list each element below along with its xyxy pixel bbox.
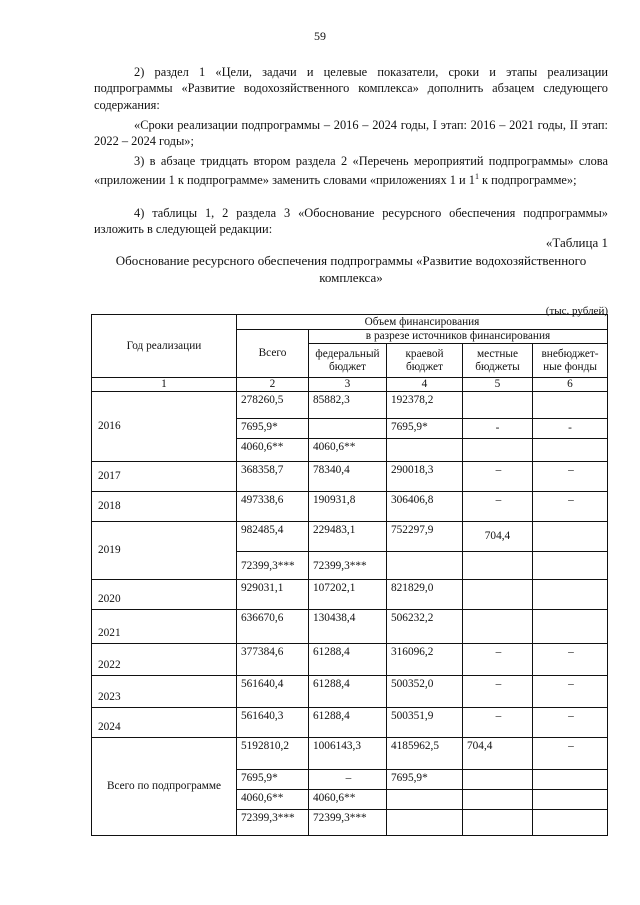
year-cell: 2018 (92, 492, 237, 522)
col-num-4: 4 (387, 378, 463, 392)
regional-cell: 752297,9 (387, 522, 463, 552)
total-cell: 7695,9* (237, 770, 309, 790)
federal-cell: 4060,6** (309, 790, 387, 810)
paragraph-3-text: 3) в абзаце тридцать втором раздела 2 «Перечень мероприятий подпрограммы» слова «приложении 1 к подпрограмме» заменить словами «приложениях 1 и 1 (94, 154, 608, 188)
year-cell: 2020 (92, 580, 237, 610)
off-cell: - (533, 419, 608, 439)
local-cell (463, 580, 533, 610)
header-by-source: в разрезе источников финансирования (309, 330, 608, 344)
off-cell (533, 439, 608, 462)
year-cell: 2023 (92, 676, 237, 708)
total-cell: 561640,4 (237, 676, 309, 708)
table-title: Обоснование ресурсного обеспечения подпрограммы «Развитие водохозяйственного комплекса» (115, 253, 587, 285)
local-cell (463, 392, 533, 419)
off-cell: – (533, 644, 608, 676)
local-cell: – (463, 644, 533, 676)
local-cell: 704,4 (463, 738, 533, 770)
total-cell: 72399,3*** (237, 810, 309, 836)
table-row (92, 676, 608, 708)
paragraph-3-sup: 1 (474, 172, 479, 182)
regional-cell: 7695,9* (387, 419, 463, 439)
table-row (92, 738, 608, 770)
total-cell: 7695,9* (237, 419, 309, 439)
paragraph-3-tail: к подпрограмме»; (478, 173, 577, 188)
financing-table (91, 314, 608, 836)
paragraph-4: 4) таблицы 1, 2 раздела 3 «Обоснование ресурсного обеспечения подпрограммы» изложить в следующей редакции: (94, 206, 608, 237)
year-cell: 2021 (92, 610, 237, 644)
regional-cell: 506232,2 (387, 610, 463, 644)
table-row (92, 580, 608, 610)
regional-cell (387, 552, 463, 580)
local-cell (463, 552, 533, 580)
federal-cell (309, 419, 387, 439)
year-cell: 2016 (92, 392, 237, 462)
total-cell: 368358,7 (237, 462, 309, 492)
off-cell: – (533, 676, 608, 708)
local-cell (463, 770, 533, 790)
regional-cell: 4185962,5 (387, 738, 463, 770)
federal-cell: 1006143,3 (309, 738, 387, 770)
local-cell: 704,4 (463, 522, 533, 552)
total-cell: 72399,3*** (237, 552, 309, 580)
year-cell: 2019 (92, 522, 237, 580)
total-cell: 4060,6** (237, 439, 309, 462)
off-cell: – (533, 492, 608, 522)
regional-cell (387, 790, 463, 810)
total-cell: 278260,5 (237, 392, 309, 419)
off-cell: – (533, 738, 608, 770)
federal-cell: 61288,4 (309, 676, 387, 708)
local-cell: – (463, 462, 533, 492)
year-cell: 2022 (92, 644, 237, 676)
col-num-3: 3 (309, 378, 387, 392)
local-cell (463, 810, 533, 836)
regional-cell: 290018,3 (387, 462, 463, 492)
federal-cell: 78340,4 (309, 462, 387, 492)
col-num-1: 1 (92, 378, 237, 392)
federal-cell: 229483,1 (309, 522, 387, 552)
regional-cell (387, 810, 463, 836)
off-cell (533, 392, 608, 419)
off-cell: – (533, 462, 608, 492)
total-cell: 636670,6 (237, 610, 309, 644)
federal-cell: 130438,4 (309, 610, 387, 644)
federal-cell: 190931,8 (309, 492, 387, 522)
col-num-2: 2 (237, 378, 309, 392)
off-cell (533, 810, 608, 836)
federal-cell: 107202,1 (309, 580, 387, 610)
header-year: Год реализации (92, 315, 237, 378)
units-label: (тыс. рублей) (545, 305, 608, 317)
total-cell: 561640,3 (237, 708, 309, 738)
year-cell: Всего по подпрограмме (92, 738, 237, 836)
table-row (92, 462, 608, 492)
local-cell (463, 439, 533, 462)
col-num-5: 5 (463, 378, 533, 392)
col-num-6: 6 (533, 378, 608, 392)
local-cell: – (463, 676, 533, 708)
regional-cell: 192378,2 (387, 392, 463, 419)
federal-cell: – (309, 770, 387, 790)
federal-cell: 72399,3*** (309, 810, 387, 836)
local-cell: – (463, 708, 533, 738)
total-cell: 982485,4 (237, 522, 309, 552)
off-cell (533, 610, 608, 644)
page-number: 59 (314, 29, 326, 43)
paragraph-1: 2) раздел 1 «Цели, задачи и целевые показатели, сроки и этапы реализации подпрограммы «Развитие водохозяйственного комплекса» дополнить абзацем следующего содержания: (94, 65, 608, 112)
off-cell (533, 552, 608, 580)
off-cell (533, 790, 608, 810)
regional-cell: 7695,9* (387, 770, 463, 790)
local-cell: – (463, 492, 533, 522)
federal-cell: 85882,3 (309, 392, 387, 419)
off-cell: – (533, 708, 608, 738)
regional-cell: 316096,2 (387, 644, 463, 676)
header-regional: краевой бюджет (387, 344, 463, 378)
total-cell: 377384,6 (237, 644, 309, 676)
total-cell: 4060,6** (237, 790, 309, 810)
paragraph-3 (94, 153, 608, 189)
table-row (92, 392, 608, 419)
off-cell (533, 770, 608, 790)
header-total: Всего (237, 330, 309, 378)
table-row (92, 492, 608, 522)
federal-cell: 61288,4 (309, 708, 387, 738)
header-federal: федеральный бюджет (309, 344, 387, 378)
federal-cell: 72399,3*** (309, 552, 387, 580)
total-cell: 929031,1 (237, 580, 309, 610)
table-row (92, 610, 608, 644)
regional-cell: 306406,8 (387, 492, 463, 522)
off-cell (533, 580, 608, 610)
regional-cell: 821829,0 (387, 580, 463, 610)
local-cell (463, 610, 533, 644)
federal-cell: 61288,4 (309, 644, 387, 676)
total-cell: 497338,6 (237, 492, 309, 522)
off-cell (533, 522, 608, 552)
table-row (92, 522, 608, 552)
federal-cell: 4060,6** (309, 439, 387, 462)
year-cell: 2024 (92, 708, 237, 738)
table-row (92, 708, 608, 738)
local-cell: - (463, 419, 533, 439)
regional-cell (387, 439, 463, 462)
year-cell: 2017 (92, 462, 237, 492)
regional-cell: 500352,0 (387, 676, 463, 708)
regional-cell: 500351,9 (387, 708, 463, 738)
header-offbudget: внебюджет-ные фонды (533, 344, 608, 378)
total-cell: 5192810,2 (237, 738, 309, 770)
local-cell (463, 790, 533, 810)
table-row (92, 644, 608, 676)
paragraph-2: «Сроки реализации подпрограммы – 2016 – 2024 годы, I этап: 2016 – 2021 годы, II этап: 2022 – 2024 годы»; (94, 118, 608, 149)
header-local: местные бюджеты (463, 344, 533, 378)
header-funding: Объем финансирования (237, 315, 608, 330)
table-label: «Таблица 1 (545, 235, 608, 250)
